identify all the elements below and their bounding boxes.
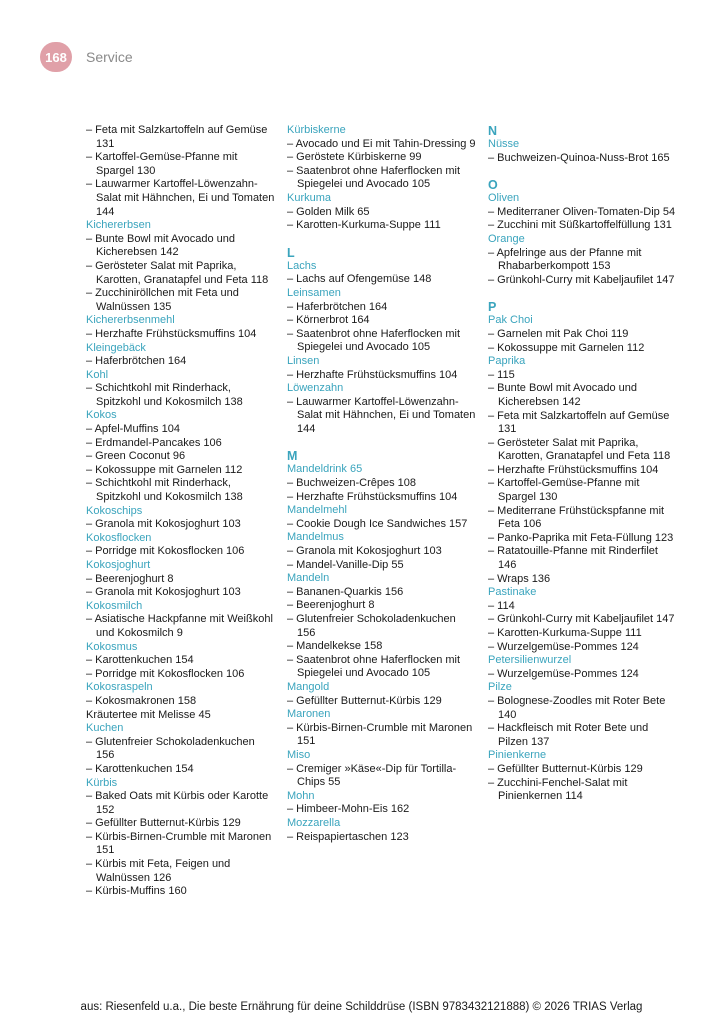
index-entry: – 114 [488,599,515,612]
index-term: Nüsse [488,138,520,150]
index-term: Kichererbsenmehl [86,314,175,327]
index-entry: – Beerenjoghurt 8 [287,599,375,612]
index-entry: – Wraps 136 [488,572,551,585]
index-term: Mangold [287,680,330,693]
index-entry: – Porridge mit Kokosflocken 106 [86,545,245,558]
index-term: Kleingebäck [86,341,146,354]
index-letter: O [488,178,498,193]
index-term: Kokosmus [86,640,138,653]
index-term: Mandeln [287,572,330,585]
index-term: Mohn [287,789,315,802]
index-term: Kuchen [86,722,124,735]
index-entry: – Grünkohl-Curry mit Kabeljaufilet 147 [488,273,675,286]
index-entry: – Granola mit Kokosjoghurt 103 [86,518,241,531]
index-entry: – Lauwarmer Kartoffel-Löwenzahn-Salat mit Hähnchen, Ei und Tomaten 144 [86,178,275,218]
index-entry: – Schichtkohl mit Rinderhack, Spitzkohl und Kokosmilch 138 [86,382,243,408]
index-entry: – Buchweizen-Crêpes 108 [287,477,417,490]
index-entry: – Kürbis-Muffins 160 [86,885,187,898]
index-term: Oliven [488,192,520,205]
index-entry: – Haferbrötchen 164 [86,355,187,368]
index-term: Leinsamen [287,286,341,299]
index-entry: – Beerenjoghurt 8 [86,572,174,585]
index-entry: – Apfel-Muffins 104 [86,423,180,436]
index-entry: – Kürbis mit Feta, Feigen und Walnüssen 126 [86,858,231,884]
footer-citation: aus: Riesenfeld u.a., Die beste Ernährung für deine Schilddrüse (ISBN 9783432121888) © 2026 TRIAS Verlag [80,1001,643,1013]
index-entry: – Lachs auf Ofengemüse 148 [287,273,432,286]
index-term: Löwenzahn [287,382,344,395]
index-term: Pak Choi [488,314,533,327]
index-letter: L [287,245,295,260]
index-entry: – Mandel-Vanille-Dip 55 [287,558,404,571]
index-term: Petersilienwurzel [488,654,572,667]
index-term: Pinienkerne [488,749,547,762]
index-column-3 [488,124,678,804]
index-entry: – Kürbis-Birnen-Crumble mit Maronen 151 [86,830,272,857]
index-entry: – Green Coconut 96 [86,450,186,463]
index-entry: – Lauwarmer Kartoffel-Löwenzahn-Salat mit Hähnchen, Ei und Tomaten 144 [287,395,476,435]
index-entry: – Apfelringe aus der Pfanne mit Rhabarberkompott 153 [488,246,642,273]
index-entry: – Gerösteter Salat mit Paprika, Karotten, Granatapfel und Feta 118 [86,259,269,286]
index-entry: – Herzhafte Frühstücksmuffins 104 [488,463,659,476]
index-entry: – Bolognese-Zoodles mit Roter Bete 140 [488,694,666,721]
index-entry: – Hackfleisch mit Roter Bete und Pilzen 137 [488,722,649,748]
index-term: Mandelmus [287,531,344,544]
index-term: Kokosjoghurt [86,559,151,571]
index-term: Kurkuma [287,191,332,204]
index-entry: – Mediterraner Oliven-Tomaten-Dip 54 [488,205,676,218]
index-term: Kokosraspeln [86,681,153,694]
index-entry: – Karotten-Kurkuma-Suppe 111 [488,627,642,639]
index-entry: – Geröstete Kürbiskerne 99 [287,151,422,164]
index-term: Mozzarella [287,816,341,829]
index-entry: – Erdmandel-Pancakes 106 [86,436,222,449]
index-column-2 [287,124,477,844]
index-term: Kokosflocken [86,531,152,544]
index-term: Paprika [488,355,526,368]
index-column-1 [86,124,276,899]
index-term: Mandeldrink 65 [287,463,363,476]
page-header [0,0,723,84]
index-term: Kokos [86,409,117,422]
index-entry: – Himbeer-Mohn-Eis 162 [287,803,410,816]
index-entry: – Kartoffel-Gemüse-Pfanne mit Spargel 130 [86,151,238,177]
section-title: Service [86,49,133,65]
index-term: Kürbis [86,776,118,789]
index-entry: – Bunte Bowl mit Avocado und Kicherebsen 142 [86,232,236,259]
index-entry: – Haferbrötchen 164 [287,300,388,313]
index-entry: – Wurzelgemüse-Pommes 124 [488,667,639,680]
index-entry: – Gefüllter Butternut-Kürbis 129 [488,762,643,775]
index-entry: – Kokossuppe mit Garnelen 112 [86,463,243,476]
index-entry: – Zucchini mit Süßkartoffelfüllung 131 [488,219,672,232]
index-entry: – Mandelkekse 158 [287,640,383,653]
index-entry: – Kokossuppe mit Garnelen 112 [488,341,645,354]
index-entry: – Kürbis-Birnen-Crumble mit Maronen 151 [287,721,473,748]
index-entry: – Karottenkuchen 154 [86,762,194,775]
index-entry: – Karotten-Kurkuma-Suppe 111 [287,219,441,232]
index-entry: – Baked Oats mit Kürbis oder Karotte 152 [86,790,269,816]
index-entry: – Saatenbrot ohne Haferflocken mit Spiegelei und Avocado 105 [287,327,461,354]
index-entry: – Mediterrane Frühstückspfanne mit Feta 106 [488,504,665,531]
index-entry: – Garnelen mit Pak Choi 119 [488,327,629,340]
index-entry: – Cremiger »Käse«-Dip für Tortilla-Chips 55 [287,762,457,789]
index-term: Kichererbsen [86,219,151,232]
index-entry: – Kokosmakronen 158 [86,694,197,707]
index-entry: – Ratatouille-Pfanne mit Rinderfilet 146 [488,545,658,572]
index-term: Pastinake [488,586,537,599]
index-term: Maronen [287,708,331,721]
index-entry: – Wurzelgemüse-Pommes 124 [488,640,639,653]
index-entry: – Golden Milk 65 [287,205,370,218]
index-entry: – Buchweizen-Quinoa-Nuss-Brot 165 [488,151,670,164]
index-entry: – 115 [488,368,515,381]
index-term: Kürbiskerne [287,124,346,136]
index-term: Orange [488,232,525,245]
index-entry: – Zucchiniröllchen mit Feta und Walnüssen 135 [86,287,239,313]
index-entry: – Reispapiertaschen 123 [287,830,409,843]
index-term: Kokoschips [86,504,143,517]
index-entry: – Gefüllter Butternut-Kürbis 129 [86,817,241,830]
index-entry: – Kartoffel-Gemüse-Pfanne mit Spargel 130 [488,477,640,504]
index-entry: – Saatenbrot ohne Haferflocken mit Spiegelei und Avocado 105 [287,164,461,191]
index-entry: – Herzhafte Frühstücksmuffins 104 [287,490,458,503]
index-term: Linsen [287,354,320,367]
index-entry: – Feta mit Salzkartoffeln auf Gemüse 131 [488,409,670,436]
index-letter: N [488,124,498,138]
index-term-plain: Kräutertee mit Melisse 45 [86,708,211,721]
index-entry: – Asiatische Hackpfanne mit Weißkohl und Kokosmilch 9 [86,613,273,639]
index-letter: P [488,300,497,315]
index-entry: – Bunte Bowl mit Avocado und Kicherebsen 142 [488,382,638,408]
index-entry: – Saatenbrot ohne Haferflocken mit Spiegelei und Avocado 105 [287,653,461,680]
index-entry: – Körnerbrot 164 [287,314,370,327]
index-entry: – Grünkohl-Curry mit Kabeljaufilet 147 [488,613,675,626]
index-term: Kohl [86,368,109,381]
index-entry: – Gerösteter Salat mit Paprika, Karotten, Granatapfel und Feta 118 [488,436,671,463]
index-entry: – Granola mit Kokosjoghurt 103 [86,586,241,599]
index-entry: – Herzhafte Frühstücksmuffins 104 [287,368,458,381]
index-entry: – Porridge mit Kokosflocken 106 [86,667,245,680]
index-entry: – Schichtkohl mit Rinderhack, Spitzkohl und Kokosmilch 138 [86,477,243,504]
index-entry: – Glutenfreier Schokoladenkuchen 156 [86,735,255,762]
index-entry: – Karottenkuchen 154 [86,654,194,667]
index-term: Pilze [488,681,512,694]
index-entry: – Zucchini-Fenchel-Salat mit Pinienkernen 114 [488,776,628,803]
index-term: Miso [287,748,311,761]
index-entry: – Granola mit Kokosjoghurt 103 [287,545,442,558]
index-term: Lachs [287,259,317,272]
index-entry: – Feta mit Salzkartoffeln auf Gemüse 131 [86,124,268,150]
index-entry: – Glutenfreier Schokoladenkuchen 156 [287,613,456,639]
index-entry: – Cookie Dough Ice Sandwiches 157 [287,517,468,530]
index-term: Mandelmehl [287,504,347,517]
index-entry: – Avocado und Ei mit Tahin-Dressing 9 [287,137,476,150]
index-term: Kokosmilch [86,599,143,612]
index-entry: – Gefüllter Butternut-Kürbis 129 [287,694,442,707]
index-entry: – Herzhafte Frühstücksmuffins 104 [86,327,257,340]
index-entry: – Bananen-Quarkis 156 [287,585,404,598]
page-number-badge: 168 [40,42,72,72]
index-letter: M [287,449,298,464]
index-entry: – Panko-Paprika mit Feta-Füllung 123 [488,531,674,544]
